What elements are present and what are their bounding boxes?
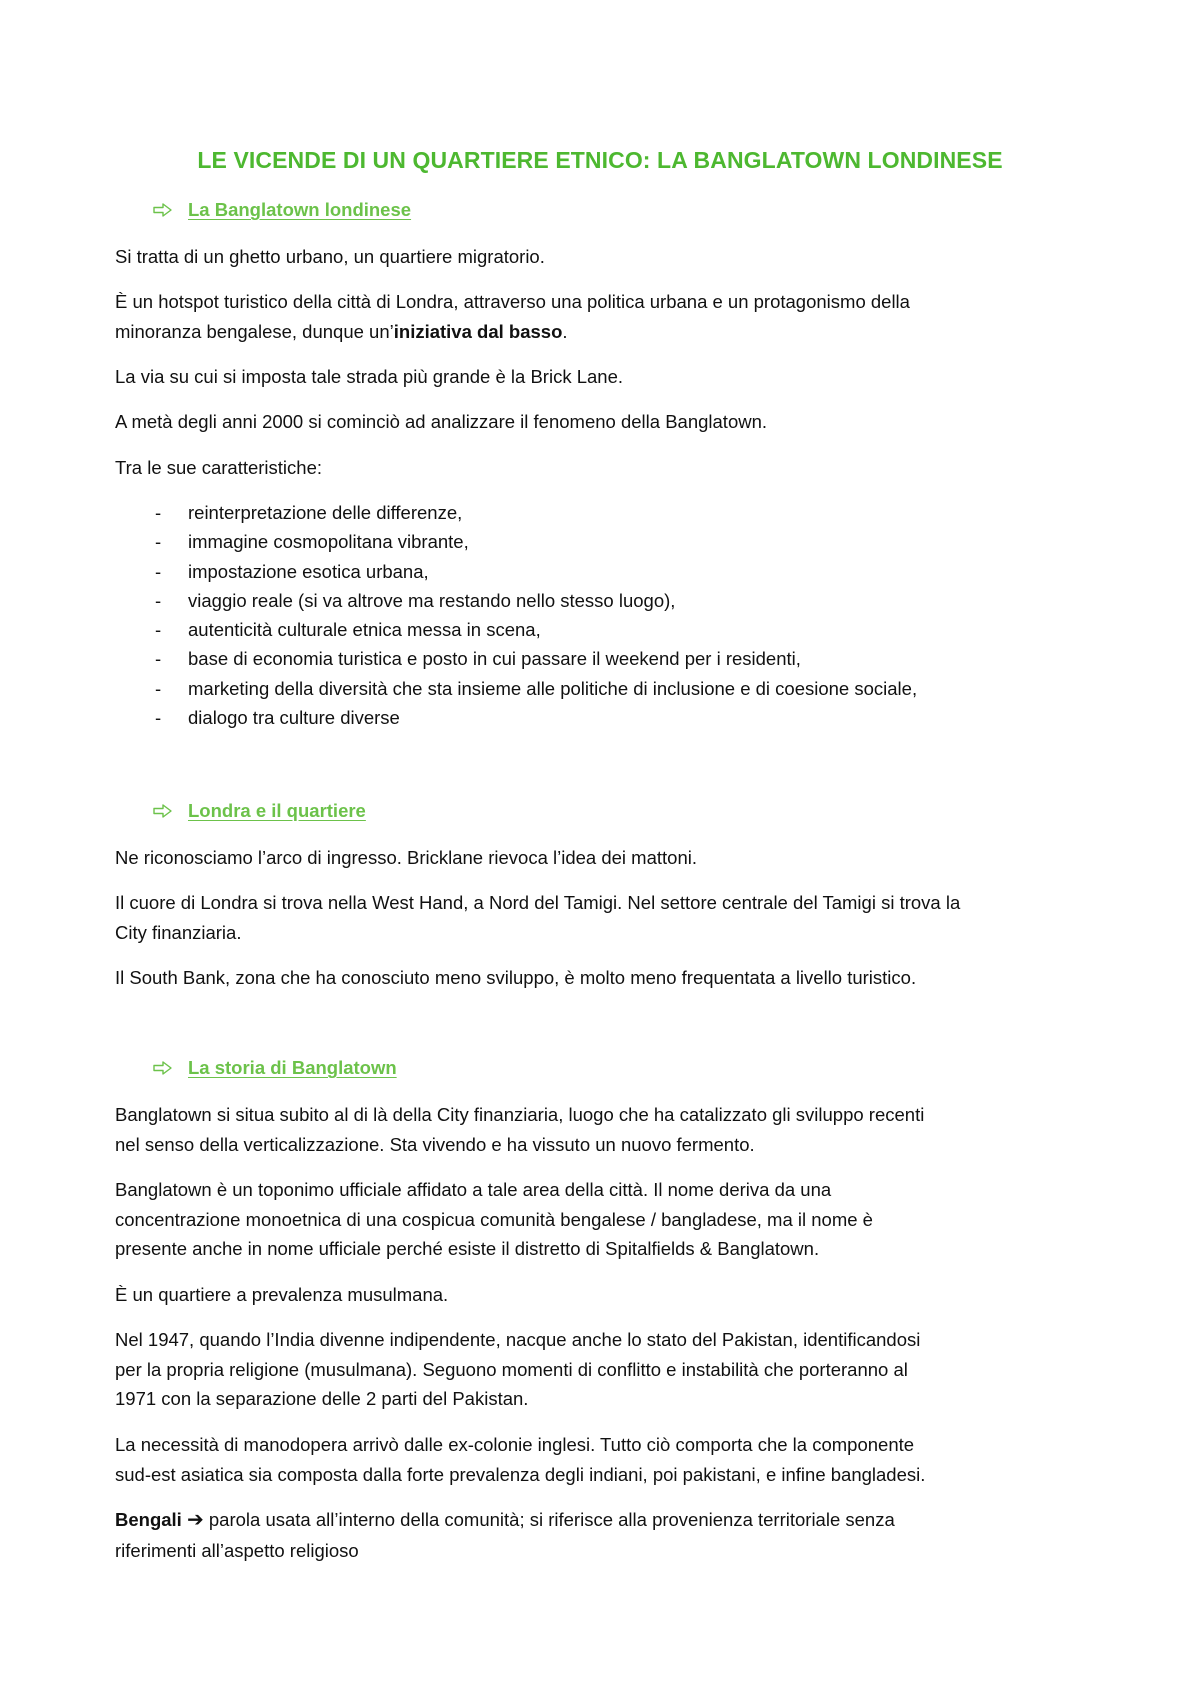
paragraph: Tra le sue caratteristiche: [115,457,323,478]
bullet-dash: - [155,589,162,611]
bullet-dash: - [155,531,162,553]
paragraph-line: 1971 con la separazione delle 2 parti del Pakistan. [115,1388,529,1409]
paragraph: Ne riconosciamo l’arco di ingresso. Bricklane rievoca l’idea dei mattoni. [115,847,697,868]
list-item-text: base di economia turistica e posto in cui passare il weekend per i residenti, [188,648,801,670]
paragraph-line: La necessità di manodopera arrivò dalle ex-colonie inglesi. Tutto ciò comporta che la componente [115,1434,915,1455]
characteristics-list [155,498,917,732]
list-item-text: marketing della diversità che sta insieme alle politiche di inclusione e di coesione sociale, [188,677,918,699]
paragraph-line: Banglatown è un toponimo ufficiale affidato a tale area della città. Il nome deriva da una [115,1179,832,1200]
paragraph [115,1325,1095,1414]
paragraph [115,1430,1095,1489]
paragraph-line: nel senso della verticalizzazione. Sta vivendo e ha vissuto un nuovo fermento. [115,1133,755,1155]
paragraph [115,1100,1095,1159]
paragraph-line: Nel 1947, quando l’India divenne indipendente, nacque anche lo stato del Pakistan, identificandosi [115,1329,921,1350]
list-item-text: impostazione esotica urbana, [188,560,429,582]
text-span: . [562,320,568,342]
paragraph-line [115,317,1095,347]
list-item [155,615,917,644]
bullet-dash: - [155,560,162,582]
paragraph-line: presente anche in nome ufficiale perché esiste il distretto di Spitalfields & Banglatown. [115,1238,820,1259]
list-item [155,557,917,586]
arrow-right-icon [153,203,173,217]
paragraph: Il South Bank, zona che ha conosciuto meno sviluppo, è molto meno frequentata a livello turistico. [115,967,917,988]
bullet-dash: - [155,677,162,699]
list-item [155,674,917,703]
list-item-text: autenticità culturale etnica messa in scena, [188,619,541,641]
bullet-dash: - [155,648,162,670]
bold-term: Bengali [115,1509,182,1530]
paragraph-line: concentrazione monoetnica di una cospicua comunità bengalese / bangladese, ma il nome è [115,1208,873,1230]
list-item-text: viaggio reale (si va altrove ma restando nello stesso luogo), [188,589,676,611]
paragraph-line: È un hotspot turistico della città di Londra, attraverso una politica urbana e un protagonismo della [115,291,910,312]
paragraph [115,287,1095,346]
paragraph-line: riferimenti all’aspetto religioso [115,1539,359,1561]
paragraph-line: sud-est asiatica sia composta dalla forte prevalenza degli indiani, poi pakistani, e infine bangladesi. [115,1463,926,1485]
text-span: parola usata all’interno della comunità; si riferisce alla provenienza territoriale senza [203,1509,895,1530]
paragraph [115,888,1095,947]
list-item [155,644,917,673]
list-item-text: immagine cosmopolitana vibrante, [188,531,469,553]
paragraph-line: Il cuore di Londra si trova nella West Hand, a Nord del Tamigi. Nel settore centrale del Tamigi si trova la [115,892,961,913]
paragraph-line: Banglatown si situa subito al di là della City finanziaria, luogo che ha catalizzato gli sviluppo recenti [115,1104,925,1125]
document-title: LE VICENDE DI UN QUARTIERE ETNICO: LA BANGLATOWN LONDINESE [197,147,1003,173]
list-item [155,703,917,732]
section-heading-londra [153,798,366,824]
paragraph: È un quartiere a prevalenza musulmana. [115,1284,449,1305]
list-item-text: dialogo tra culture diverse [188,707,400,729]
right-arrow-icon: ➔ [186,1509,204,1531]
paragraph [115,1175,1095,1264]
bullet-dash: - [155,502,162,523]
list-item [155,498,917,527]
paragraph: Si tratta di un ghetto urbano, un quartiere migratorio. [115,246,545,267]
text-span: minoranza bengalese, dunque un’ [115,320,394,342]
paragraph [115,1505,1095,1565]
bold-text: iniziativa dal basso [393,320,563,342]
paragraph-line: per la propria religione (musulmana). Seguono momenti di conflitto e instabilità che porteranno al [115,1358,908,1380]
arrow-right-icon [153,804,173,818]
section-heading-banglatown [153,197,411,223]
bullet-dash: - [155,619,162,641]
section-heading-text: Londra e il quartiere [188,800,366,821]
bullet-dash: - [155,707,162,729]
list-item [155,527,917,556]
section-heading-text: La Banglatown londinese [188,199,412,220]
paragraph: A metà degli anni 2000 si cominciò ad analizzare il fenomeno della Banglatown. [115,411,768,432]
list-item-text: reinterpretazione delle differenze, [188,502,463,523]
paragraph-line: City finanziaria. [115,921,242,943]
section-heading-storia [153,1055,397,1081]
section-heading-text: La storia di Banglatown [188,1057,397,1078]
paragraph: La via su cui si imposta tale strada più grande è la Brick Lane. [115,366,624,387]
paragraph-line [115,1505,1095,1536]
arrow-right-icon [153,1061,173,1075]
list-item [155,586,917,615]
